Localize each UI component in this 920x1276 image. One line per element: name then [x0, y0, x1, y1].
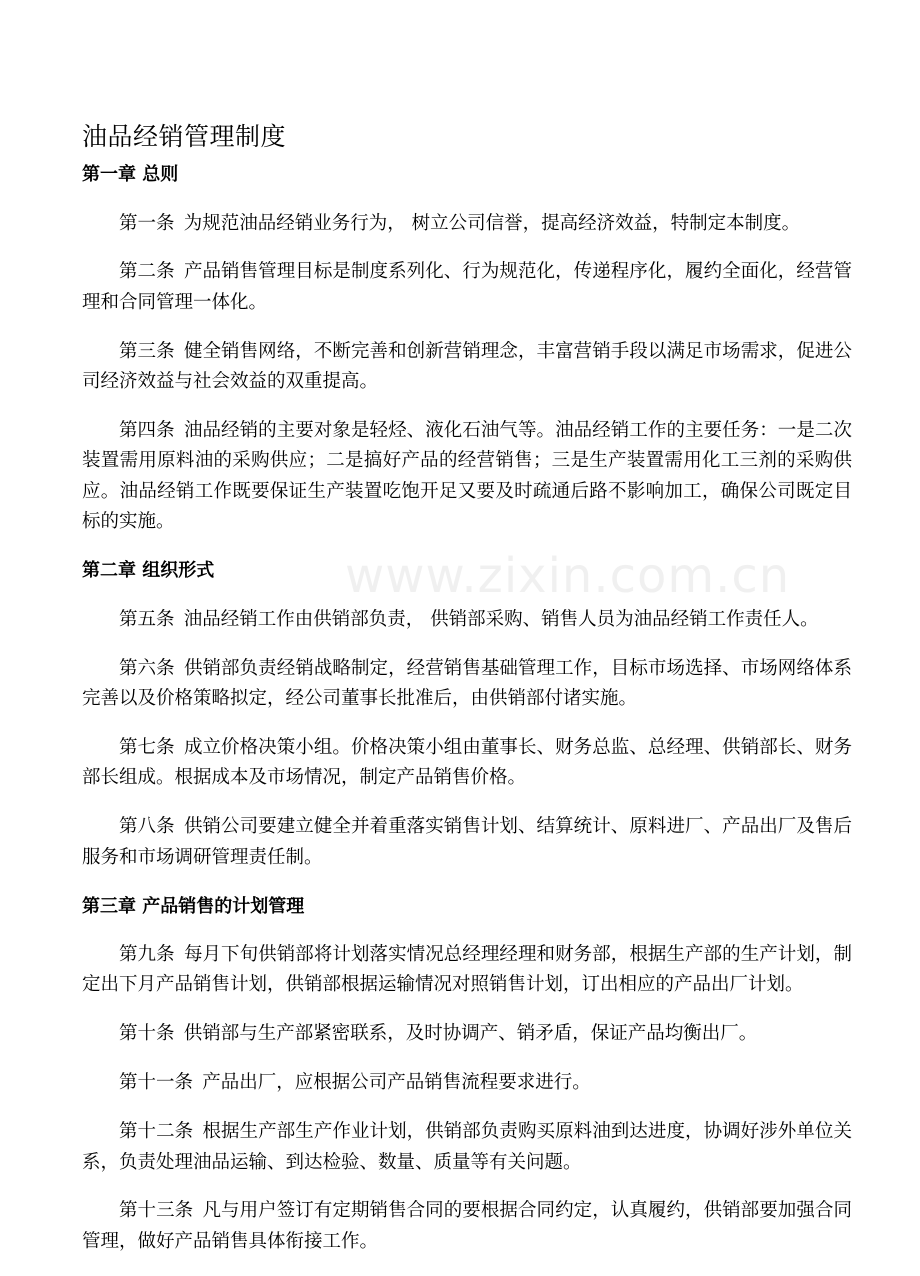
chapter-heading: 第三章 产品销售的计划管理	[82, 895, 305, 917]
article	[82, 605, 852, 635]
article-number: 第三条	[119, 340, 175, 362]
article-text: 供销部与生产部紧密联系，及时协调产、销矛盾，保证产品均衡出厂。	[183, 1023, 758, 1045]
article-text: 供销部负责经销战略制定，经营销售基础管理工作，目标市场选择、市场网络体系完善以及价格策略拟定，经公司董事长批准后，由供销部付诸实施。	[82, 657, 852, 709]
article	[82, 940, 852, 1001]
article-text: 油品经销的主要对象是轻烃、液化石油气等。油品经销工作的主要任务：一是二次装置需用原料油的采购供应；二是搞好产品的经营销售；三是生产装置需用化工三剂的采购供应。油品经销工作既要保证生产装置吃饱开足又要及时疏通后路不影响加工，确保公司既定目标的实施。	[82, 420, 852, 533]
article-text: 凡与用户签订有定期销售合同的要根据合同约定，认真履约，供销部要加强合同管理，做好产品销售具体衔接工作。	[82, 1200, 852, 1252]
article-text: 供销公司要建立健全并着重落实销售计划、结算统计、原料进厂、产品出厂及售后服务和市场调研管理责任制。	[82, 816, 852, 868]
article-number: 第七条	[119, 736, 175, 758]
article-number: 第十二条	[119, 1121, 194, 1143]
article	[82, 654, 852, 715]
chapter-heading: 第一章 总则	[82, 164, 179, 185]
article-text: 每月下旬供销部将计划落实情况总经理经理和财务部，根据生产部的生产计划，制定出下月产品销售计划，供销部根据运输情况对照销售计划，订出相应的产品出厂计划。	[82, 944, 852, 996]
article-text: 油品经销工作由供销部负责， 供销部采购、销售人员为油品经销工作责任人。	[183, 608, 819, 630]
article-number: 第十一条	[119, 1072, 194, 1094]
article-number: 第二条	[119, 261, 175, 283]
article-text: 根据生产部生产作业计划，供销部负责购买原料油到达进度，协调好涉外单位关系，负责处理油品运输、到达检验、数量、质量等有关问题。	[82, 1121, 852, 1173]
watermark: www.zixin.com.cn	[345, 548, 791, 604]
article-number: 第八条	[119, 816, 175, 838]
document-body	[82, 118, 852, 1276]
article-text: 产品出厂，应根据公司产品销售流程要求进行。	[202, 1072, 591, 1094]
chapter-heading: 第二章 组织形式	[82, 560, 215, 582]
article-number: 第十条	[119, 1023, 175, 1045]
article	[82, 1019, 852, 1049]
document-title: 油品经销管理制度	[82, 122, 287, 151]
article	[82, 1196, 852, 1257]
article-number: 第一条	[119, 212, 175, 234]
article	[82, 337, 852, 398]
article	[82, 1117, 852, 1178]
article-text: 健全销售网络，不断完善和创新营销理念，丰富营销手段以满足市场需求，促进公司经济效益与社会效益的双重提高。	[82, 340, 852, 393]
article-number: 第六条	[119, 657, 175, 679]
article	[82, 416, 852, 538]
article-number: 第五条	[119, 608, 175, 630]
article-number: 第十三条	[119, 1200, 194, 1222]
article	[82, 733, 852, 794]
article-text: 成立价格决策小组。价格决策小组由董事长、财务总监、总经理、供销部长、财务部长组成。根据成本及市场情况，制定产品销售价格。	[82, 736, 852, 789]
article-number: 第九条	[119, 944, 175, 965]
article-text: 产品销售管理目标是制度系列化、行为规范化，传递程序化，履约全面化，经营管理和合同管理一体化。	[82, 261, 852, 313]
article-number: 第四条	[119, 420, 175, 442]
article-text: 为规范油品经销业务行为， 树立公司信誉，提高经济效益，特制定本制度。	[183, 212, 801, 234]
article	[82, 209, 852, 239]
article	[82, 812, 852, 873]
article	[82, 257, 852, 318]
article	[82, 1068, 852, 1098]
